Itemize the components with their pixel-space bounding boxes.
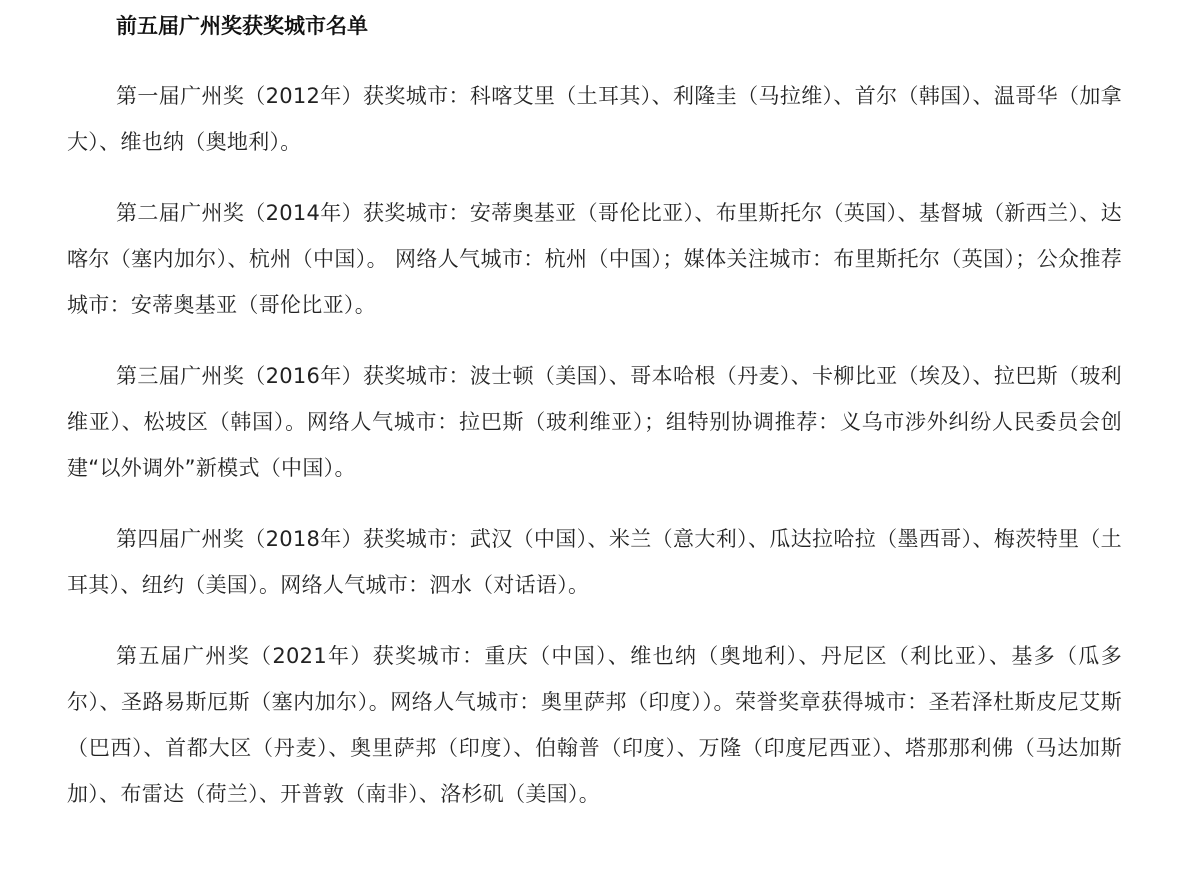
paragraph-first-award: 第一届广州奖（2012年）获奖城市：科喀艾里（土耳其）、利隆圭（马拉维）、首尔（韩国）、温哥华（加拿大）、维也纳（奥地利）。 [67, 84, 1122, 154]
paragraph-fourth-award: 第四届广州奖（2018年）获奖城市：武汉（中国）、米兰（意大利）、瓜达拉哈拉（墨西哥）、梅茨特里（土耳其）、纽约（美国）。网络人气城市：泗水（对话语）。 [67, 527, 1122, 597]
paragraph-fifth-award: 第五届广州奖（2021年）获奖城市：重庆（中国）、维也纳（奥地利）、丹尼区（利比亚）、基多（瓜多尔）、圣路易斯厄斯（塞内加尔）。网络人气城市：奥里萨邦（印度））。荣誉奖章获得城市：圣若泽杜斯皮尼艾斯（巴西）、首都大区（丹麦）、奥里萨邦（印度）、伯翰普（印度）、万隆（印度尼西亚）、塔那那利佛（马达加斯加）、布雷达（荷兰）、开普敦（南非）、洛杉矶（美国）。 [67, 644, 1122, 806]
document-title: 前五届广州奖获奖城市名单 [116, 14, 368, 38]
paragraph-third-award: 第三届广州奖（2016年）获奖城市：波士顿（美国）、哥本哈根（丹麦）、卡柳比亚（埃及）、拉巴斯（玻利维亚）、松坡区（韩国）。网络人气城市：拉巴斯（玻利维亚）；组特别协调推荐：义乌市涉外纠纷人民委员会创建“以外调外”新模式（中国）。 [67, 364, 1122, 480]
paragraph-second-award: 第二届广州奖（2014年）获奖城市：安蒂奥基亚（哥伦比亚）、布里斯托尔（英国）、基督城（新西兰）、达喀尔（塞内加尔）、杭州（中国）。 网络人气城市：杭州（中国）；媒体关注城市：布里斯托尔（英国）；公众推荐城市：安蒂奥基亚（哥伦比亚）。 [67, 201, 1122, 317]
